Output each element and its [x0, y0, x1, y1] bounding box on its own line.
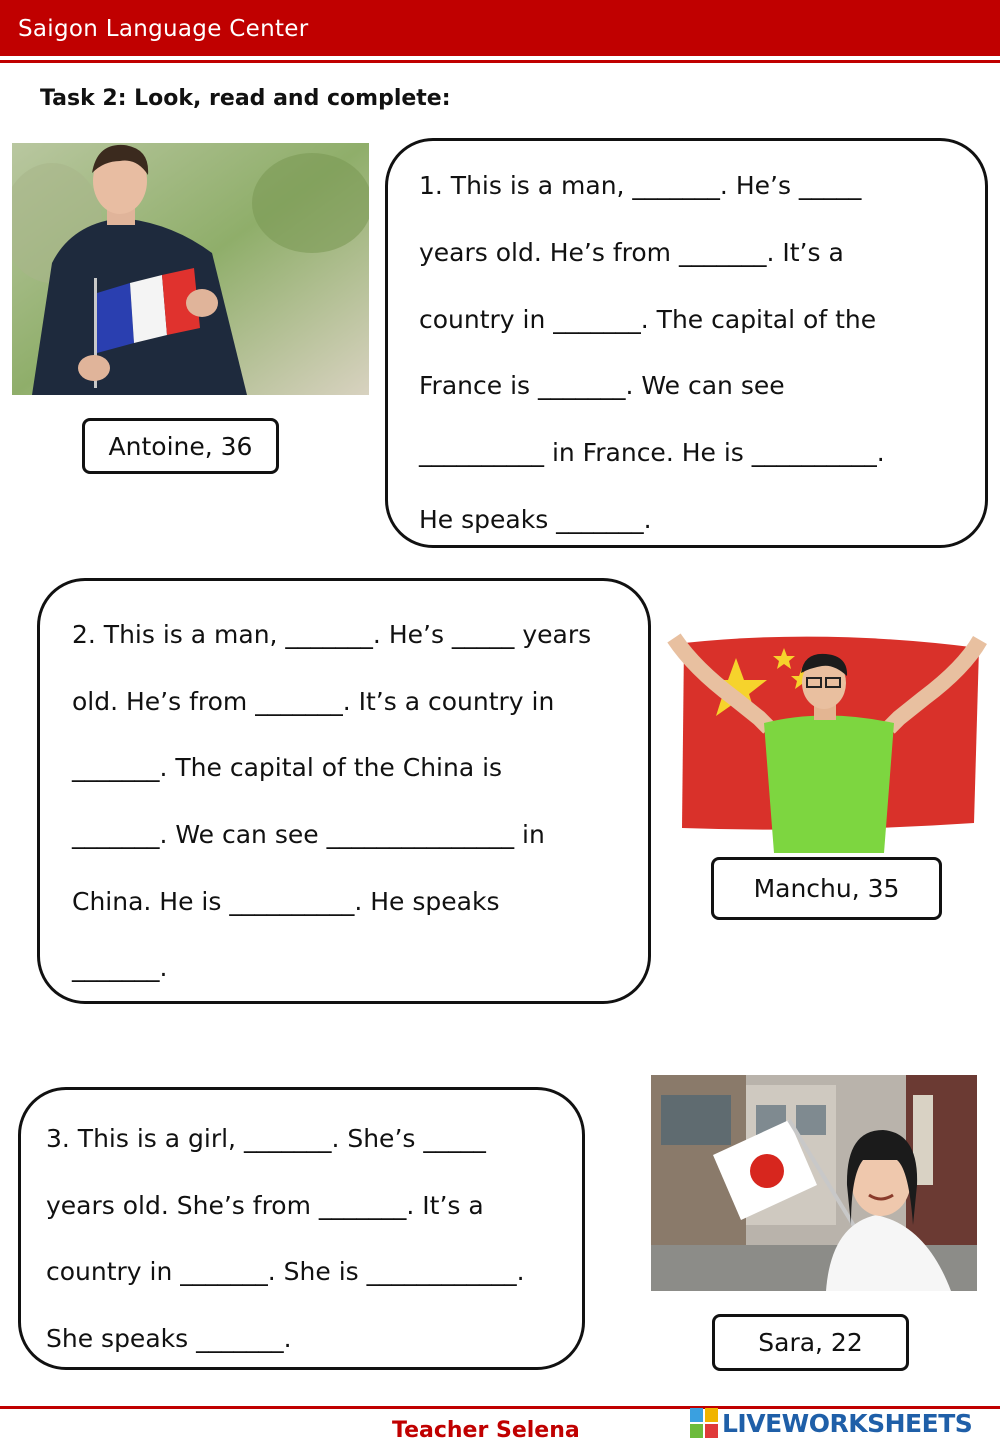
exercise-3-line: She speaks _______. [46, 1324, 292, 1353]
exercise-1-line: 1. This is a man, _______. He’s _____ [419, 171, 862, 200]
exercise-1-line: France is _______. We can see [419, 371, 785, 400]
man-holding-chinese-flag-photo [664, 628, 990, 853]
exercise-2-line: _______. We can see _______________ in [72, 820, 545, 849]
footer-teacher: Teacher Selena [392, 1418, 580, 1443]
exercise-1-line: country in _______. The capital of the [419, 305, 877, 334]
exercise-2-line: _______. The capital of the China is [72, 753, 503, 782]
liveworksheets-logo-icon [690, 1408, 718, 1438]
exercise-1-line: years old. He’s from _______. It’s a [419, 238, 844, 267]
header-title: Saigon Language Center [18, 16, 309, 42]
liveworksheets-logo[interactable] [690, 1405, 990, 1441]
woman-holding-japanese-flag-photo [651, 1075, 977, 1291]
name-label-manchu: Manchu, 35 [711, 857, 942, 920]
exercise-2-line: China. He is __________. He speaks [72, 887, 500, 916]
exercise-1-line: He speaks _______. [419, 505, 652, 534]
exercise-2-line: 2. This is a man, _______. He’s _____ years [72, 620, 592, 649]
exercise-3-line: years old. She’s from _______. It’s a [46, 1191, 484, 1220]
header-bar [0, 0, 1000, 56]
name-label-antoine: Antoine, 36 [82, 418, 279, 474]
exercise-2-line: _______. [72, 953, 168, 982]
name-label-sara: Sara, 22 [712, 1314, 909, 1371]
man-holding-french-flag-photo [12, 143, 369, 395]
exercise-2-line: old. He’s from _______. It’s a country in [72, 687, 555, 716]
task-title: Task 2: Look, read and complete: [40, 86, 451, 111]
liveworksheets-brand-text: LIVEWORKSHEETS [722, 1408, 973, 1438]
exercise-3-line: country in _______. She is ____________. [46, 1257, 525, 1286]
exercise-1-line: __________ in France. He is __________. [419, 438, 885, 467]
exercise-3-line: 3. This is a girl, _______. She’s _____ [46, 1124, 486, 1153]
header-divider [0, 60, 1000, 63]
